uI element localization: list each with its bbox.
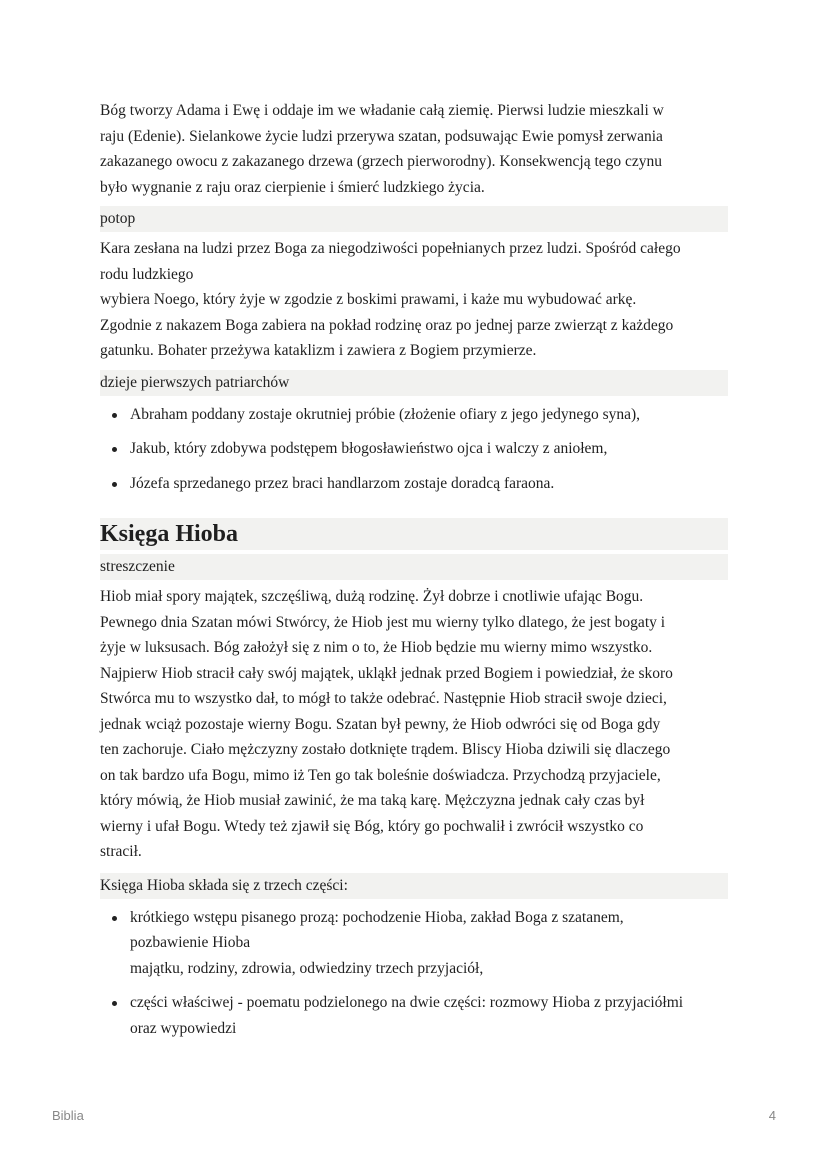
list-item-text: Józefa sprzedanego przez braci handlarzom zostaje doradcą faraona. — [130, 474, 555, 492]
bullet-icon — [112, 413, 117, 418]
bullet-icon — [112, 447, 117, 452]
text-line: jednak wciąż pozostaje wierny Bogu. Szatan był pewny, że Hiob odwróci się od Boga gdy — [100, 715, 661, 733]
text-line: rodu ludzkiego — [100, 265, 194, 283]
text-line: raju (Edenie). Sielankowe życie ludzi przerywa szatan, podsuwając Ewie pomysł zerwania — [100, 127, 663, 145]
text-line: stracił. — [100, 843, 142, 860]
list-item-text: majątku, rodziny, zdrowia, odwiedziny trzech przyjaciół, — [130, 959, 484, 977]
text-line: Stwórca mu to wszystko dał, to mógł to także odebrać. Następnie Hiob stracił swoje dzieci, — [100, 690, 667, 707]
text-line: zakazanego owocu z zakazanego drzewa (grzech pierworodny). Konsekwencją tego czynu — [100, 153, 663, 170]
patriarchs-list — [100, 402, 728, 497]
list-item — [100, 990, 728, 1041]
text-line: Pewnego dnia Szatan mówi Stwórcy, że Hiob jest mu wierny tylko dlatego, że jest bogaty i — [100, 613, 666, 631]
list-item — [100, 436, 728, 462]
list-item-text: Jakub, który zdobywa podstępem błogosławieństwo ojca i walczy z aniołem, — [130, 440, 608, 457]
text-line: Zgodnie z nakazem Boga zabiera na pokład rodzinę oraz po jednej parze zwierząt z każdego — [100, 316, 674, 334]
list-item-text: części właściwej - poematu podzielonego na dwie części: rozmowy Hioba z przyjaciółmi — [130, 994, 684, 1011]
text-line: Najpierw Hiob stracił cały swój majątek, ukląkł jednak przed Bogiem i powiedział, że skoro — [100, 664, 673, 682]
potop-paragraph — [100, 236, 728, 364]
text-line: Kara zesłana na ludzi przez Boga za niegodziwości popełnianych przez ludzi. Spośród całego — [100, 240, 681, 257]
list-item-text: krótkiego wstępu pisanego prozą: pochodzenie Hioba, zakład Boga z szatanem, — [130, 908, 624, 926]
text-line: było wygnanie z raju oraz cierpienie i śmierć ludzkiego życia. — [100, 178, 485, 196]
hiob-paragraph — [100, 584, 728, 865]
list-item-text: pozbawienie Hioba — [130, 934, 251, 951]
list-item — [100, 905, 728, 982]
text-line: który mówią, że Hiob musiał zawinić, że ma taką karę. Mężczyzna jednak cały czas był — [100, 792, 645, 809]
text-line: on tak bardzo ufa Bogu, mimo iż Ten go tak boleśnie doświadcza. Przychodzą przyjaciele, — [100, 766, 661, 784]
text-line: gatunku. Bohater przeżywa kataklizm i zawiera z Bogiem przymierze. — [100, 342, 537, 359]
page-content — [100, 98, 728, 1041]
text-line: Hiob miał spory majątek, szczęśliwą, dużą rodzinę. Żył dobrze i cnotliwie ufając Bogu. — [100, 588, 644, 605]
section-heading-hiob: Księga Hioba — [100, 518, 728, 550]
section-label-parts: Księga Hioba składa się z trzech części: — [100, 873, 728, 899]
text-line: żyje w luksusach. Bóg założył się z nim o to, że Hiob będzie mu wierny mimo wszystko. — [100, 639, 653, 656]
section-label-patriarchs: dzieje pierwszych patriarchów — [100, 370, 728, 396]
footer-page-number: 4 — [768, 1108, 776, 1123]
parts-list — [100, 905, 728, 1042]
bullet-icon — [112, 482, 117, 487]
text-line: ten zachoruje. Ciało mężczyzny zostało dotknięte trądem. Bliscy Hioba dziwili się dlaczego — [100, 741, 671, 758]
bullet-icon — [112, 916, 117, 921]
bullet-icon — [112, 1001, 117, 1006]
list-item-text: Abraham poddany zostaje okrutniej próbie (złożenie ofiary z jego jedynego syna), — [130, 405, 641, 423]
footer-document-title: Biblia — [52, 1108, 84, 1123]
list-item-text: oraz wypowiedzi — [130, 1019, 237, 1037]
text-line: wybiera Noego, który żyje w zgodzie z boskimi prawami, i każe mu wybudować arkę. — [100, 291, 637, 308]
intro-paragraph — [100, 98, 728, 200]
section-label-summary: streszczenie — [100, 554, 728, 580]
list-item — [100, 402, 728, 428]
text-line: wierny i ufał Bogu. Wtedy też zjawił się Bóg, który go pochwalił i zwrócił wszystko co — [100, 817, 644, 835]
list-item — [100, 471, 728, 497]
section-label-potop: potop — [100, 206, 728, 232]
text-line: Bóg tworzy Adama i Ewę i oddaje im we władanie całą ziemię. Pierwsi ludzie mieszkali w — [100, 102, 664, 119]
